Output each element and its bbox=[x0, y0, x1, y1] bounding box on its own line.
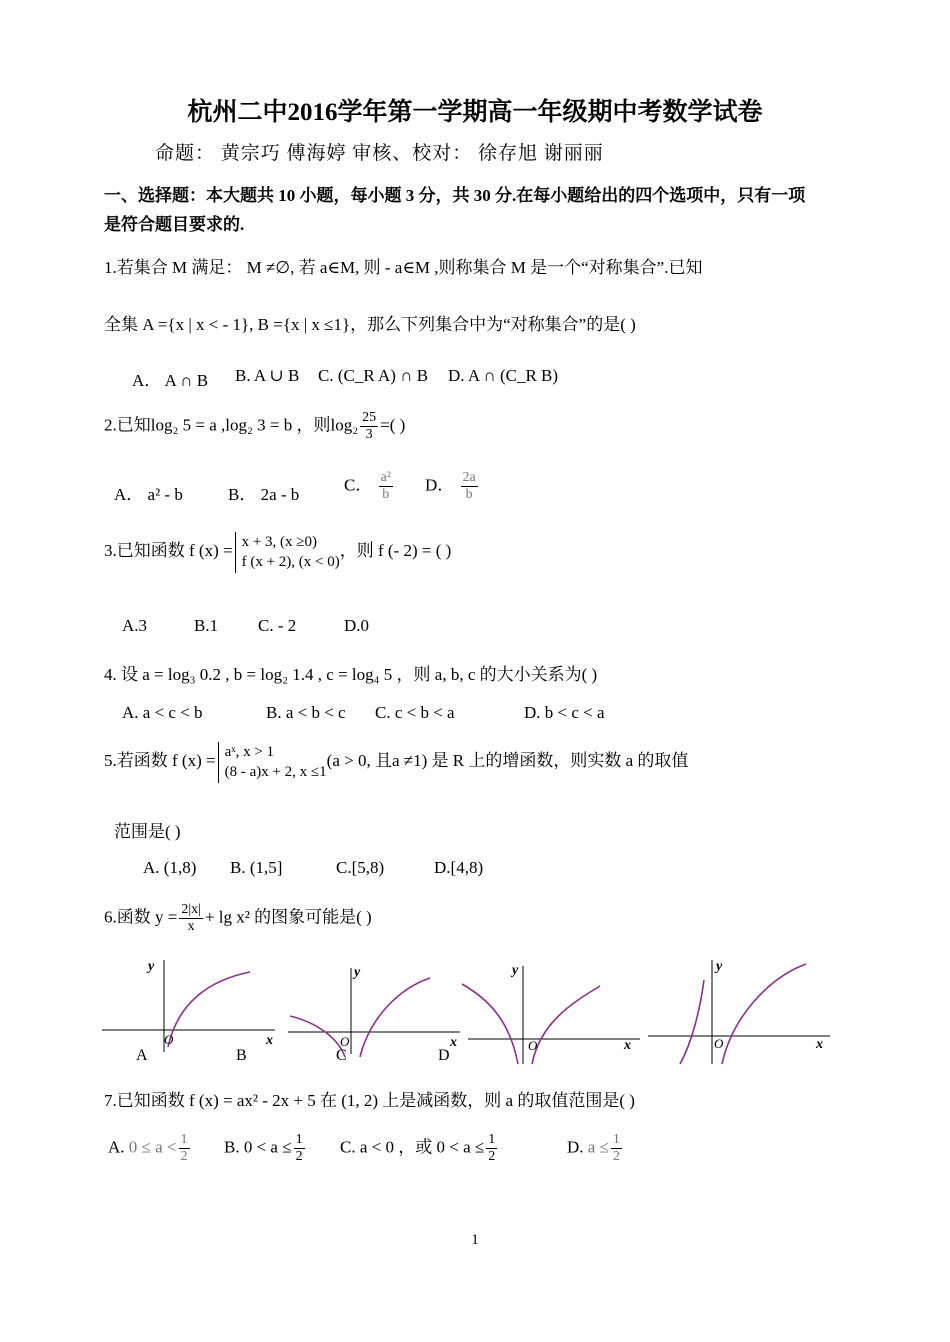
q1-option-a: A． A ∩ B bbox=[132, 371, 209, 390]
q6-graphs bbox=[100, 952, 835, 1070]
graph-c-y-label: y bbox=[512, 963, 519, 978]
q7-option-c-expr: a < 0 ，或 0 < a ≤ bbox=[359, 1137, 485, 1157]
q2-stem-a: 2.已知log₂ 5 = a ,log₂ 3 = b ，则log₂ bbox=[104, 415, 359, 435]
q7-option-c-num: 1 bbox=[486, 1132, 497, 1149]
graph-c-label: C bbox=[336, 1047, 347, 1064]
q3-option-b: B.1 bbox=[194, 616, 219, 635]
q7-option-b-frac bbox=[294, 1132, 305, 1165]
q1-option-c: C. (C_R A) ∩ B bbox=[318, 366, 429, 385]
section-heading: 一、选择题：本大题共 10 小题，每小题 3 分，共 30 分.在每小题给出的四个选项中，只有一项 bbox=[104, 186, 806, 205]
section-heading-cont: 是符合题目要求的. bbox=[104, 215, 245, 234]
q3-option-d: D.0 bbox=[344, 616, 370, 635]
graph-d-x-label: x bbox=[816, 1037, 823, 1052]
q7-option-a-frac bbox=[179, 1132, 190, 1165]
graph-b-label: B bbox=[236, 1047, 247, 1064]
graph-d-curve-right bbox=[722, 964, 806, 1064]
q2-stem-b: =( ) bbox=[380, 415, 406, 435]
q5-stem-b: (a > 0, 且a ≠1) 是 R 上的增函数，则实数 a 的取值 bbox=[326, 751, 689, 771]
q3-case2: f (x + 2), (x < 0) bbox=[241, 554, 340, 571]
q1-option-d: D. A ∩ (C_R B) bbox=[448, 366, 559, 385]
q1-stem: 1.若集合 M 满足： M ≠∅, 若 a∈M, 则 - a∈M ,则称集合 M 是一个“对称集合”.已知 bbox=[104, 258, 703, 277]
q7-option-d-den: 2 bbox=[612, 1149, 620, 1165]
page-title: 杭州二中2016学年第一学期高一年级期中考数学试卷 bbox=[187, 99, 763, 126]
q4-option-b: B. a < b < c bbox=[266, 703, 346, 722]
q5-stem bbox=[104, 742, 688, 783]
q3-piecewise bbox=[235, 532, 340, 573]
authors-line: 命题： 黄宗巧 傅海婷 审核、校对： 徐存旭 谢丽丽 bbox=[155, 143, 604, 164]
q7-option-a-label: A. bbox=[108, 1137, 125, 1157]
graph-d-label: D bbox=[438, 1047, 450, 1064]
page-number: 1 bbox=[471, 1232, 479, 1248]
q2-option-d-frac bbox=[461, 470, 478, 503]
q1-stem-cont: 全集 A ={x | x < - 1}, B ={x | x ≤1}，那么下列集合中为“对称集合”的是( ) bbox=[104, 315, 636, 334]
graph-c-curve-left bbox=[462, 984, 518, 1064]
graph-d-curve-left bbox=[680, 980, 704, 1064]
q2-option-d bbox=[425, 470, 480, 503]
graph-c-x-label: x bbox=[624, 1038, 631, 1053]
graph-b-x-label: x bbox=[450, 1035, 457, 1050]
q3-stem-b: ，则 f (- 2) = ( ) bbox=[339, 541, 452, 561]
q2-option-d-num: 2a bbox=[461, 470, 478, 487]
q6-frac-den: x bbox=[187, 919, 195, 935]
q5-stem-cont: 范围是( ) bbox=[114, 822, 181, 841]
q2-option-c-den: b bbox=[382, 487, 390, 503]
q2-frac-den: 3 bbox=[365, 427, 373, 443]
q7-option-b-den: 2 bbox=[295, 1149, 303, 1165]
graph-d-y-label: y bbox=[716, 959, 723, 974]
q7-option-b-expr: 0 < a ≤ bbox=[243, 1137, 292, 1157]
q7-option-d-num: 1 bbox=[611, 1132, 622, 1149]
q2-option-b: B． 2a - b bbox=[228, 485, 300, 504]
graph-a-curve bbox=[168, 972, 250, 1047]
q5-option-b: B. (1,5] bbox=[230, 858, 283, 877]
q7-option-c-label: C. bbox=[340, 1137, 356, 1157]
q7-option-a-den: 2 bbox=[180, 1149, 188, 1165]
q7-option-a-num: 1 bbox=[179, 1132, 190, 1149]
q2-fraction bbox=[360, 410, 378, 443]
q7-option-a bbox=[108, 1132, 192, 1165]
q6-stem bbox=[104, 902, 372, 935]
q7-option-b-label: B. bbox=[224, 1137, 240, 1157]
q7-option-d bbox=[567, 1132, 624, 1165]
q5-option-c: C.[5,8) bbox=[336, 858, 385, 877]
q2-option-c-label: C． bbox=[344, 475, 373, 495]
q6-stem-b: + lg x² 的图象可能是( ) bbox=[204, 907, 372, 927]
graph-b bbox=[236, 965, 460, 1064]
graph-a-y-label: y bbox=[148, 959, 155, 974]
q7-option-d-expr: a ≤ bbox=[587, 1137, 609, 1157]
q5-case2: (8 - a)x + 2, x ≤1 bbox=[224, 764, 327, 781]
q7-option-a-expr: 0 ≤ a < bbox=[128, 1137, 177, 1157]
q5-piecewise bbox=[218, 742, 327, 783]
q5-case1: aˣ, x > 1 bbox=[224, 744, 275, 760]
q7-option-c-den: 2 bbox=[488, 1149, 496, 1165]
q6-fraction bbox=[179, 902, 203, 935]
q3-stem bbox=[104, 532, 451, 573]
graph-a-x-label: x bbox=[266, 1033, 273, 1048]
q6-frac-num: 2|x| bbox=[179, 902, 203, 919]
q2-option-d-den: b bbox=[465, 487, 473, 503]
q4-option-a: A. a < c < b bbox=[122, 703, 203, 722]
graph-b-y-label: y bbox=[354, 965, 361, 980]
q2-option-a: A． a² - b bbox=[114, 485, 183, 504]
q4-stem: 4. 设 a = log₃ 0.2 , b = log₂ 1.4 , c = log₄ 5 ，则 a, b, c 的大小关系为( ) bbox=[104, 665, 598, 684]
q7-option-b-num: 1 bbox=[294, 1132, 305, 1149]
graph-a bbox=[102, 959, 275, 1064]
q3-option-c: C. - 2 bbox=[258, 616, 297, 635]
q4-option-d: D. b < c < a bbox=[524, 703, 605, 722]
graph-b-curve-right bbox=[360, 978, 430, 1057]
graph-a-label: A bbox=[136, 1047, 148, 1064]
q6-stem-a: 6.函数 y = bbox=[104, 907, 178, 927]
q5-stem-a: 5.若函数 f (x) = bbox=[104, 751, 216, 771]
q7-option-d-frac bbox=[611, 1132, 622, 1165]
q2-option-c-frac bbox=[379, 470, 393, 503]
q6-graph-svg bbox=[100, 952, 835, 1070]
graph-d bbox=[438, 959, 830, 1064]
q3-option-a: A.3 bbox=[122, 616, 148, 635]
q2-frac-num: 25 bbox=[360, 410, 378, 427]
q4-option-c: C. c < b < a bbox=[375, 703, 455, 722]
q2-option-c-num: a² bbox=[379, 470, 393, 487]
graph-c-curve-right bbox=[532, 986, 600, 1064]
q7-option-c bbox=[340, 1132, 499, 1165]
q5-option-a: A. (1,8) bbox=[143, 858, 197, 877]
q2-option-d-label: D． bbox=[425, 475, 455, 495]
graph-c-origin: O bbox=[528, 1038, 538, 1053]
q2-option-c bbox=[344, 470, 395, 503]
q7-stem: 7.已知函数 f (x) = ax² - 2x + 5 在 (1, 2) 上是减函数，则 a 的取值范围是( ) bbox=[104, 1091, 635, 1110]
q5-option-d: D.[4,8) bbox=[434, 858, 484, 877]
q7-option-b bbox=[224, 1132, 307, 1165]
graph-a-origin: O bbox=[164, 1032, 174, 1047]
graph-d-origin: O bbox=[714, 1036, 724, 1051]
q3-stem-a: 3.已知函数 f (x) = bbox=[104, 541, 233, 561]
q1-option-b: B. A ∪ B bbox=[235, 366, 300, 385]
q7-option-d-label: D. bbox=[567, 1137, 584, 1157]
q7-option-c-frac bbox=[486, 1132, 497, 1165]
graph-b-origin: O bbox=[340, 1034, 350, 1049]
q3-case1: x + 3, (x ≥0) bbox=[241, 534, 318, 550]
q2-stem bbox=[104, 410, 405, 443]
